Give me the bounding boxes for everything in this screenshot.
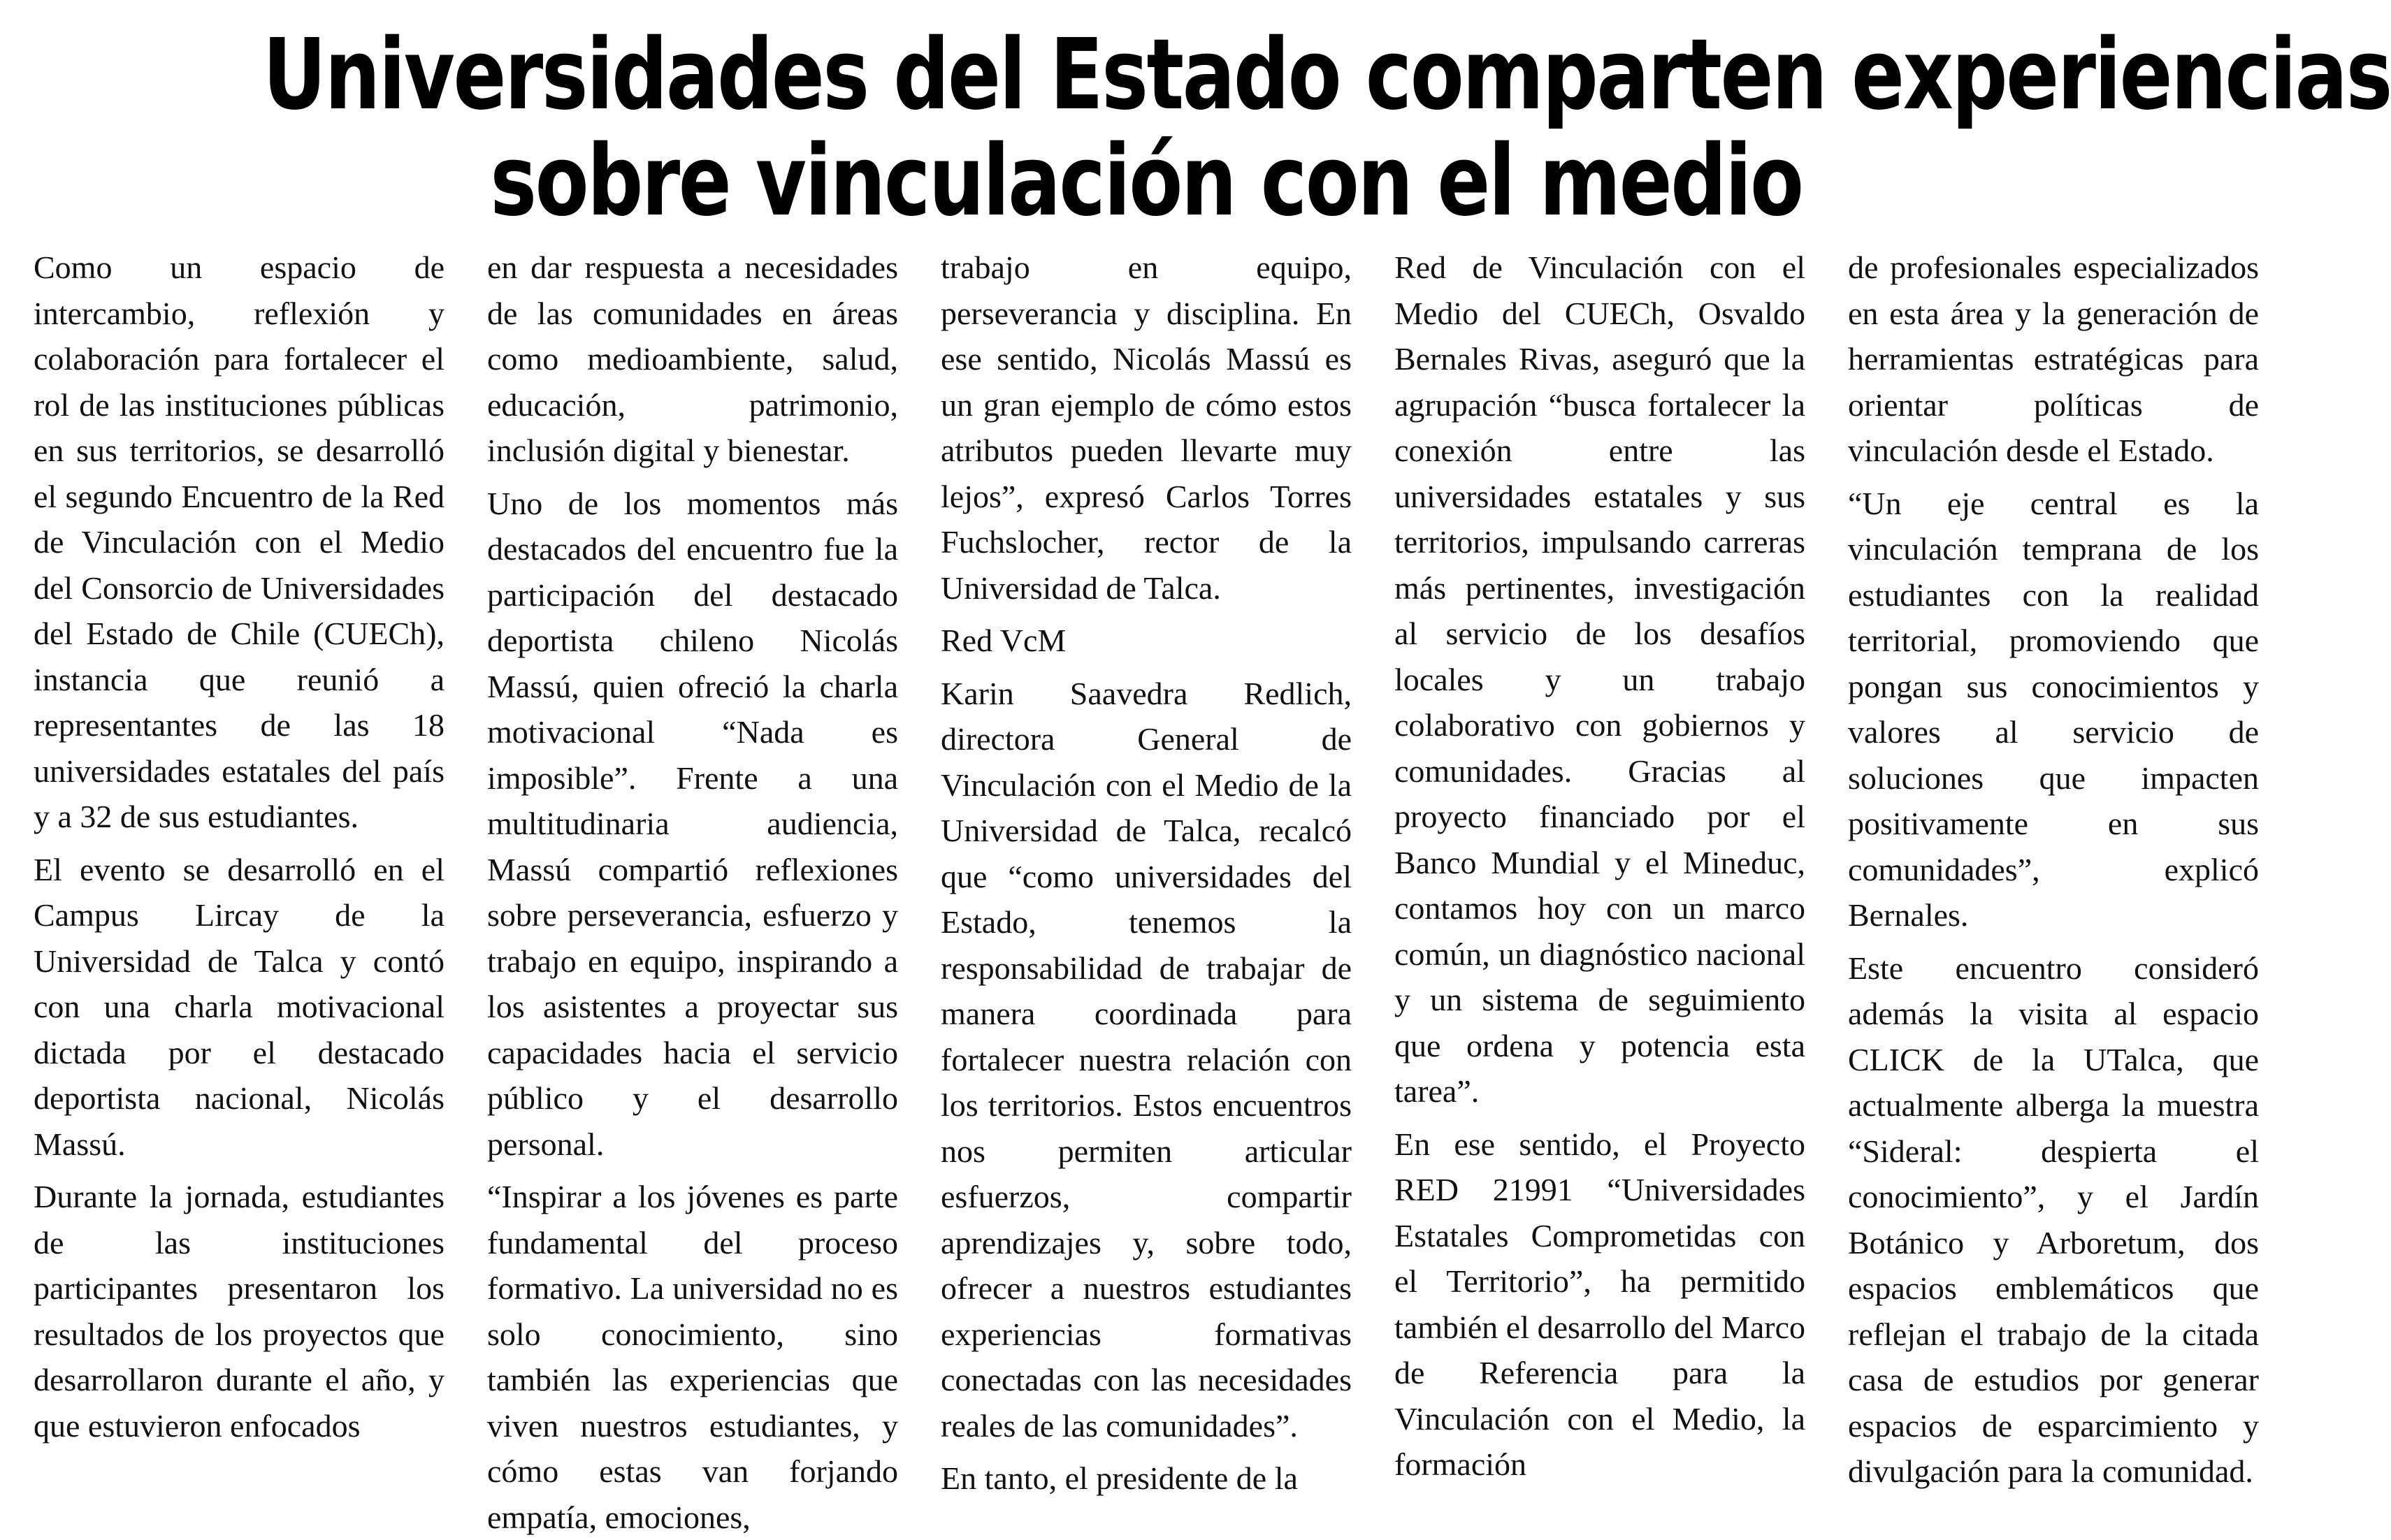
paragraph: “Un eje central es la vinculación temprana de los estudiantes con la realidad territorial, promoviendo que pongan sus conocimientos y valores al servicio de soluciones que impacten positivamente en sus comunidades”, explicó Bernales. (1848, 485, 2259, 933)
article-headline (263, 18, 2391, 238)
paragraph: de profesionales especializados en esta área y la generación de herramientas estratégicas para orientar políticas de vinculación desde el Estado. (1848, 249, 2259, 468)
text-column-5 (1848, 245, 2259, 1489)
text-column-1 (34, 245, 445, 1444)
paragraph: “Inspirar a los jóvenes es parte fundamental del proceso formativo. La universidad no es solo conocimiento, sino también las experiencias que viven nuestros estudiantes, y cómo estas van forjando empatía, emociones, (487, 1179, 898, 1535)
text-column-3 (941, 245, 1352, 1496)
paragraph: Durante la jornada, estudiantes de las instituciones participantes presentaron los resultados de los proyectos que desarrollaron durante el año, y que estuvieron enfocados (34, 1179, 445, 1444)
section-subheading: Red VcM (941, 623, 1067, 658)
paragraph: En ese sentido, el Proyecto RED 21991 “Universidades Estatales Comprometidas con el Territorio”, ha permitido también el desarrollo del Marco de Referencia para la Vinculación con el Medio, la formación (1394, 1126, 1805, 1482)
paragraph: trabajo en equipo, perseverancia y disciplina. En ese sentido, Nicolás Massú es un gran ejemplo de cómo estos atributos pueden llevarte muy lejos”, expresó Carlos Torres Fuchslocher, rector de la Universidad de Talca. (941, 249, 1352, 606)
paragraph: Como un espacio de intercambio, reflexión y colaboración para fortalecer el rol de las instituciones públicas en sus territorios, se desarrolló el segundo Encuentro de la Red de Vinculación con el Medio del Consorcio de Universidades del Estado de Chile (CUECh), instancia que reunió a representantes de las 18 universidades estatales del país y a 32 de sus estudiantes. (34, 249, 445, 834)
paragraph: Karin Saavedra Redlich, directora General de Vinculación con el Medio de la Universidad de Talca, recalcó que “como universidades del Estado, tenemos la responsabilidad de trabajar de manera coordinada para fortalecer nuestra relación con los territorios. Estos encuentros nos permiten articular esfuerzos, compartir aprendizajes y, sobre todo, ofrecer a nuestros estudiantes experiencias formativas conectadas con las necesidades reales de las comunidades”. (941, 675, 1352, 1444)
article-body (34, 245, 2259, 1535)
paragraph: en dar respuesta a necesidades de las comunidades en áreas como medioambiente, salud, educación, patrimonio, inclusión digital y bienestar. (487, 249, 898, 468)
paragraph: Este encuentro consideró además la visita al espacio CLICK de la UTalca, que actualmente alberga la muestra “Sideral: despierta el conocimiento”, y el Jardín Botánico y Arboretum, dos espacios emblemáticos que reflejan el trabajo de la citada casa de estudios por generar espacios de esparcimiento y divulgación para la comunidad. (1848, 950, 2259, 1489)
headline-line-1: Universidades del Estado comparten experiencias (263, 18, 2391, 132)
text-column-4 (1394, 245, 1805, 1482)
paragraph: Red de Vinculación con el Medio del CUECh, Osvaldo Bernales Rivas, aseguró que la agrupación “busca fortalecer la conexión entre las universidades estatales y sus territorios, impulsando carreras más pertinentes, investigación al servicio de los desafíos locales y un trabajo colaborativo con gobiernos y comunidades. Gracias al proyecto financiado por el Banco Mundial y el Mineduc, contamos hoy con un marco común, un diagnóstico nacional y un sistema de seguimiento que ordena y potencia esta tarea”. (1394, 249, 1805, 1109)
paragraph: En tanto, el presidente de la (941, 1460, 1298, 1496)
text-column-2 (487, 245, 898, 1535)
paragraph: El evento se desarrolló en el Campus Lircay de la Universidad de Talca y contó con una charla motivacional dictada por el destacado deportista nacional, Nicolás Massú. (34, 851, 445, 1162)
paragraph: Uno de los momentos más destacados del encuentro fue la participación del destacado deportista chileno Nicolás Massú, quien ofreció la charla motivacional “Nada es imposible”. Frente a una multitudinaria audiencia, Massú compartió reflexiones sobre perseverancia, esfuerzo y trabajo en equipo, inspirando a los asistentes a proyectar sus capacidades hacia el servicio público y el desarrollo personal. (487, 485, 898, 1162)
headline-line-2: sobre vinculación con el medio (490, 124, 1803, 238)
